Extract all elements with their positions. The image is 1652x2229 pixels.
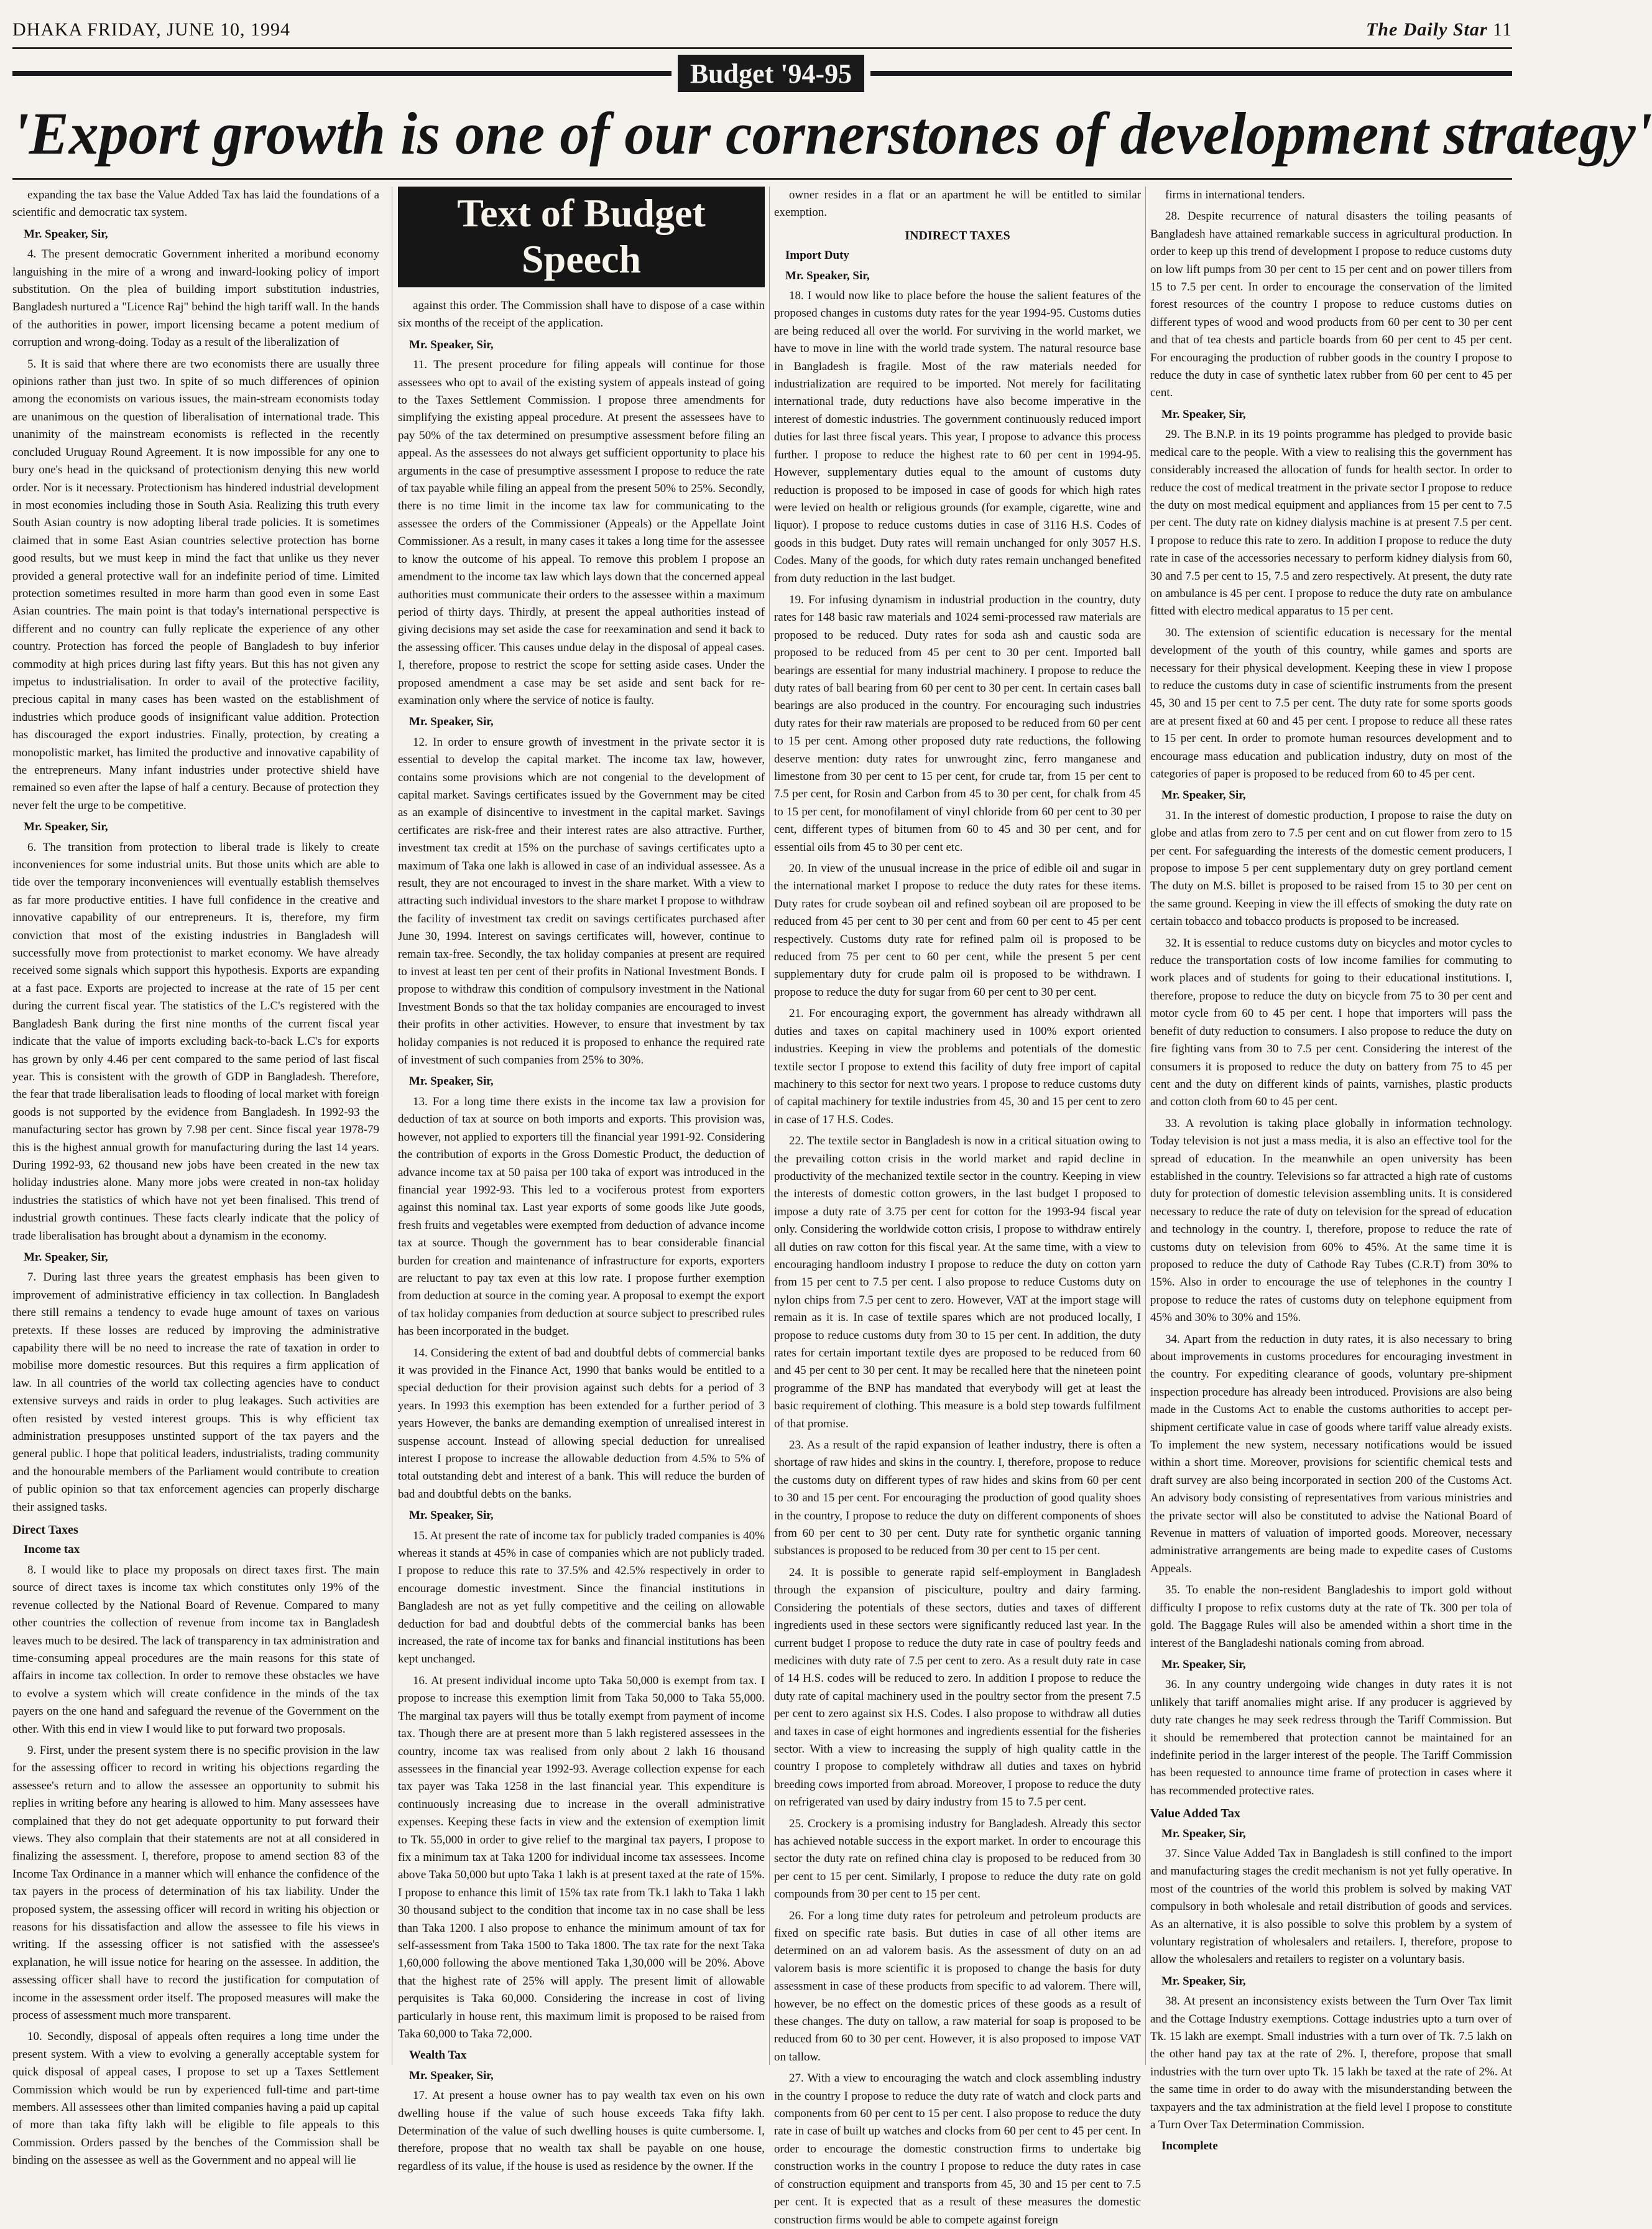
- body-paragraph: 23. As a result of the rapid expansion of leather industry, there is often a shortage of raw hides and skins in the country. I, therefore, propose to reduce the customs duty on different types of raw hides and skins from 60 per cent to 30 and 15 per cent. For encouraging the production of good quality shoes in the country, I propose to reduce the duty on different components of shoes from 60 per cent to 30 per cent. Duty rate for synthetic organic tanning substances is proposed to be reduced from 30 per cent to 15 per cent.: [774, 1439, 1141, 1558]
- body-paragraph: 9. First, under the present system there is no specific provision in the law for the assessing officer to record in writing his objections regarding the assessee's return and to allow the assessee an opportunity to submit his replies in writing before any hearing is allowed to him. Many assessees have complained that they do not get adequate opportunity to put forward their views. They also complain that their statements are not at all considered in finalizing the assessment. I, therefore, propose to amend section 83 of the Income Tax Ordinance in a manner which will enhance the confidence of the tax payers in the process of determination of his tax liability. Under the proposed system, the assessing officer will record in writing his objection or reasons for his dissatisfaction and allow the assessee to file his views in writing. If the assessing officer is not satisfied with the assessee's explanation, he will issue notice for hearing on the assessee. In addition, the assessing officer shall have to record the justification for computation of income in the assessment order itself. The proposed measures will make the process of assessment much more transparent.: [12, 1743, 379, 2023]
- body-paragraph: 14. Considering the extent of bad and doubtful debts of commercial banks it was provided in the Finance Act, 1990 that banks would be entitled to a special deduction for their provision against such debts for a period of 3 years. In 1993 this exemption has been extended for a further period of 3 years However, the banks are demanding exemption of unrealised interest in suspense account. Instead of allowing special deduction for unrealised interest I propose to increase the allowable deduction from 4.5% to 5% of total outstanding debt and interest of a bank. This will reduce the burden of bad and doubtful debts on the banks.: [398, 1346, 765, 1501]
- headline: 'Export growth is one of our cornerstones of development strategy': [12, 100, 1652, 167]
- dateline: DHAKA FRIDAY, JUNE 10, 1994: [12, 19, 291, 40]
- subhead: Mr. Speaker, Sir,: [1161, 789, 1246, 802]
- body-paragraph: 38. At present an inconsistency exists between the Turn Over Tax limit and the Cottage Industry exemptions. Cottage industries upto a turn over of Tk. 15 lakh are exempt. Small industries with a turn over of Tk. 7.5 lakh on the other hand pay tax at the rate of 2%. I, therefore, propose that small industries with the turn over upto Tk. 15 lakh be taxed at the rate of 2%. At the same time in order to do away with the misunderstanding between the taxpayers and the tax administration at the field level I propose to constitute a Turn Over Tax Determination Commission.: [1150, 1995, 1512, 2132]
- subhead: Mr. Speaker, Sir,: [409, 2069, 494, 2082]
- subhead: Mr. Speaker, Sir,: [1161, 1974, 1246, 1988]
- textbox-line-1: Text of Budget: [457, 191, 706, 235]
- body-paragraph: 20. In view of the unusual increase in the price of edible oil and sugar in the international market I propose to reduce the duty rates for these items. Duty rates for crude soybean oil and refined soybean oil are proposed to be reduced from 45 per cent to 30 per cent and from 60 per cent to 45 per cent respectively. Customs duty rate for refined palm oil is proposed to be reduced from 75 per cent to 60 per cent, while the present 5 per cent supplementary duty for crude palm oil is proposed to be withdrawn. I propose to reduce the duty for sugar from 60 per cent to 30 per cent.: [774, 862, 1141, 999]
- body-paragraph: 16. At present individual income upto Taka 50,000 is exempt from tax. I propose to increase this exemption limit from Taka 50,000 to Taka 55,000. The marginal tax payers will thus be totally exempt from payment of income tax. Though there are at present more than 5 lakh registered assessees in the country, income tax was realised from only about 2 lakh 16 thousand assessees in the financial year 1992-93. Average collection expense for each tax payer was Taka 1258 in the last financial year. This expenditure is continuously increasing due to increase in the overall administrative expenses. Keeping these facts in view and the extension of exemption limit to Tk. 55,000 in order to give relief to the marginal tax payers, I propose to fix a minimum tax at Taka 1200 for individual income tax assessees. Income above Taka 50,000 but upto Taka 1 lakh is at present taxed at the rate of 15%. I propose to enhance this limit of 15% tax rate from Tk.1 lakh to Taka 1 lakh 30 thousand subject to the condition that income tax in no case shall be less than Taka 1200. I also propose to enhance the minimum amount of tax for self-assessment from Taka 1500 to Taka 1800. The tax rate for the next Taka 1,60,000 following the above mentioned Taka 1,30,000 will be 20%. Above that the highest rate of 25% will apply. The present limit of allowable perquisites is Taka 60,000. Considering the increase in cost of living particularly in house rent, this maximum limit is proposed to be raised from Taka 60,000 to Taka 72,000.: [398, 1674, 765, 2041]
- body-paragraph: 34. Apart from the reduction in duty rates, it is also necessary to bring about improvements in customs procedures for encouraging investment in the country. For expediting clearance of goods, voluntary pre-shipment inspection procedure has already been introduced. Provisions are also being made in the Customs Act to enable the customs authorities to accept per-shipment certificate value in case of goods where tariff value already exists. To implement the new system, necessary notifications would be issued within a short time. Moreover, provisions for scientific chemical tests and draft survey are also being incorporated in section 200 of the Customs Act. An advisory body consisting of representatives from various ministries and the private sector will also be constituted to advise the National Board of Revenue in matters of valuation of imported goods. Moreover, necessary administrative arrangements are being made to expedite cases of Customs Appeals.: [1150, 1332, 1512, 1575]
- subhead: Mr. Speaker, Sir,: [24, 820, 108, 834]
- subhead: Value Added Tax: [1150, 1807, 1240, 1821]
- body-paragraph: 11. The present procedure for filing appeals will continue for those assessees who opt to avail of the existing system of appeals instead of going to the Taxes Settlement Commission. I propose three amendments for simplifying the existing appeal procedure. At present the assessees have to pay 50% of the tax determined on presumptive assessment before filing an appeal. As the assessees do not always get sufficient opportunity to place his arguments in the case of presumptive assessment I propose to reduce the rate of tax payable while filing an appeal from the present 50% to 25%. Secondly, there is no time limit in the income tax law for communicating to the assessee the orders of the Commissioner (Appeals) or the Appellate Joint Commissioner. As a result, in many cases it takes a long time for the assessee to know the outcome of his appeal. To remove this problem I propose an amendment to the income tax law which lays down that the concerned appeal authorities must communicate their orders to the assessee within a maximum period of thirty days. Thirdly, at present the appeal authorities instead of giving decisions may set aside the case for reexamination and send it back to the assessing officer. This causes undue delay in the disposal of appeal cases. I, therefore, propose to restrict the scope for setting aside cases. Under the proposed amendment a case may be set aside and sent back for re-examination only where the service of notice is faulty.: [398, 358, 765, 707]
- body-paragraph: owner resides in a flat or an apartment he will be entitled to similar exemption.: [774, 188, 1141, 220]
- body-paragraph: 7. During last three years the greatest emphasis has been given to improvement of administrative efficiency in tax collection. In Bangladesh there still remains a tendency to evade huge amount of taxes on various pretexts. If these losses are reduced by improving the administrative capability there will be no need to increase the rate of taxation in order to mobilise more domestic resources. But this requires a firm application of law. In all countries of the world tax collecting agencies have to conduct extensive surveys and raids in order to plug leakages. Such activities are often resisted by vested interest groups. This is why efficient tax administration presupposes unstinted support of the tax payers and the general public. I hope that political leaders, industrialists, trading community and the honourable members of the Parliament would contribute to creation of public opinion so that tax enforcement agencies can properly discharge their assigned tasks.: [12, 1271, 379, 1514]
- subhead: Mr. Speaker, Sir,: [409, 1075, 494, 1088]
- body-paragraph: against this order. The Commission shall have to dispose of a case within six months of the receipt of the application.: [398, 299, 765, 330]
- section-banner: Budget '94-95: [678, 55, 864, 92]
- column-divider: [1145, 187, 1146, 2065]
- body-paragraph: 36. In any country undergoing wide changes in duty rates it is not unlikely that tariff anomalies might arise. If any producer is aggrieved by duty rate changes he may seek redress through the Tariff Commission. But it should be remembered that protection cannot be maintained for an indefinite period in the larger interest of the people. The Tariff Commission has been requested to announce time frame of protection in cases where it has recommended protective rates.: [1150, 1678, 1512, 1797]
- body-paragraph: 10. Secondly, disposal of appeals often requires a long time under the present system. With a view to evolving a generally acceptable system for quick disposal of appeal cases, I propose to set up a Taxes Settlement Commission which would be run by experienced full-time and part-time members. All assessees other than limited companies having a paid up capital of more than taka fifty lakh will be eligible to file appeals to this Commission. Orders passed by the benches of the Commission shall be binding on the assessee as well as the Government and no appeal will lie: [12, 2030, 379, 2167]
- banner-rule-right: [870, 71, 1512, 76]
- subhead: Mr. Speaker, Sir,: [24, 227, 108, 241]
- body-paragraph: 19. For infusing dynamism in industrial production in the country, duty rates for 148 basic raw materials and 1024 semi-processed raw materials are proposed to be reduced. Duty rates for soda ash and caustic soda are proposed to be reduced from 45 per cent to 30 per cent. Imported ball bearings are essential for many industrial machinery. I propose to reduce the duty rates of ball bearing from 60 per cent to 30 per cent. In certain cases ball bearings are also produced in the country. For encouraging such industries duty rates for their raw materials are proposed to be reduced from 60 per cent to 15 per cent. Among other proposed duty rate reductions, the following deserve mention: duty rates for unwrought zinc, ferro manganese and limestone from 30 per cent to 15 per cent, for crude tar, from 15 per cent to 7.5 per cent, for Rosin and Carbon from 45 to 30 per cent, for chalk from 45 to 15 per cent, for monofilament of vinyl chloride from 60 per cent to 30 per cent, different types of bitumen from 60 to 45 and 30 per cent, and for essential oils from 45 to 30 per cent etc.: [774, 593, 1141, 854]
- body-paragraph: 5. It is said that where there are two economists there are usually three opinions rather than just two. In spite of so much differences of opinion among the economists on various issues, the main-stream economists today are unanimous on the question of liberalisation of international trade. This unanimity of the mainstream economists is reflected in the recently concluded Uruguay Round Agreement. It is now impossible for any one to bury one's head in the quicksand of protectionism denying this new world order. Nor is it necessary. Protectionism has hindered industrial development in most economies including those in South Asia. Realizing this truth every South Asian country is now adopting liberal trade policies. It is sometimes claimed that in some East Asian countries selective protection has borne good results, but we must keep in mind the fact that unlike us they never provided a general protective wall for an indefinite period of time. Limited protection sometimes resulted in more harm than good even in some East Asian countries. The main point is that today's international perspective is different and no country can fully replicate the experience of any other country. Protection has forced the people of Bangladesh to buy inferior commodity at high prices during last fifty years. But this has not given any impetus to industrialisation. In order to avail of the protective facility, precious capital in many cases has been wasted on the establishment of industries which produce goods of insignificant value addition. Protection has discouraged the export industries. Finally, protection, by creating a monopolistic market, has limited the productive and innovative capability of the entrepreneurs. Many infant industries under protective shield have remained so even after the lapse of half a century. Because of protection they never felt the urge to be competitive.: [12, 357, 379, 812]
- body-paragraph: 32. It is essential to reduce customs duty on bicycles and motor cycles to reduce the transportation costs of low income families for commuting to work places and of students for going to their educational institutions. I, therefore, propose to reduce the duty on bicycle from 75 to 30 per cent and motor cycle from 60 to 45 per cent. I hope that importers will pass the benefit of duty reduction to consumers. I also propose to reduce the duty on fire fighting vans from 30 to 7.5 per cent. Considering the interest of the consumers it is proposed to reduce the duty on battery from 75 to 45 per cent and the duty on different kinds of paints, varnishes, plastic products and cotton cloth from 60 to 45 per cent.: [1150, 936, 1512, 1109]
- subhead: Mr. Speaker, Sir,: [1161, 407, 1246, 421]
- subhead: Mr. Speaker, Sir,: [1161, 1657, 1246, 1671]
- subhead: Mr. Speaker, Sir,: [785, 269, 870, 282]
- subhead: Mr. Speaker, Sir,: [1161, 1827, 1246, 1840]
- body-paragraph: 4. The present democratic Government inherited a moribund economy languishing in the mire of a wrong and inward-looking policy of import substitution. On the plea of building import substitution industries, Bangladesh nurtured a "Licence Raj" behind the high tariff wall. In the hands of the authorities in power, import licensing became a potent medium of corruption and wrong-doing. Today as a result of the liberalization of: [12, 248, 379, 350]
- body-paragraph: 28. Despite recurrence of natural disasters the toiling peasants of Bangladesh have attained remarkable success in agricultural production. In order to keep up this trend of development I propose to reduce customs duty on low lift pumps from 30 per cent to 15 per cent and on power tillers from 15 to 7.5 per cent. In order to encourage the conservation of the limited forest resources of the country I propose to reduce customs duties on different types of wood and wood products from 60 per cent to 30 per cent and that of tea chests and particle boards from 60 per cent to 45 per cent. For encouraging the production of rubber goods in the country I propose to reduce the duty in case of synthetic latex rubber from 60 per cent to 45 per cent.: [1150, 210, 1512, 400]
- body-paragraph: 6. The transition from protection to liberal trade is likely to create inconveniences for some industrial units. But those units which are able to tide over the temporary inconveniences will eventually establish themselves as far more productive entities. I have full confidence in the creative and innovative capability of our entrepreneurs. It is, therefore, my firm conviction that most of the existing industries in Bangladesh will successfully move from protectionist to market economy. We have already received some signals which support this hypothesis. Exports are expanding at a fast pace. Exports are projected to increase at the rate of 15 per cent during the current fiscal year. The statistics of the L.C's registered with the Bangladesh Bank during the first nine months of the current fiscal year indicate that the value of imports excluding back-to-back L.C's for exports has grown by only 4.46 per cent compared to the same period of last fiscal year. This is consistent with the growth of GDP in Bangladesh. Therefore, the fear that trade liberalisation leads to flooding of local market with foreign goods is not supported by the evidence from Bangladesh. In 1992-93 the manufacturing sector has grown by 7.98 per cent. Since fiscal year 1978-79 this is the highest annual growth for manufacturing during the last 14 years. During 1992-93, 62 thousand new jobs have been created in the new tax holiday industries alone. Many more jobs were created in non-tax holiday industries the statistics of which have not yet been finalised. This trend of industrial growth continues. These facts clearly indicate that the policy of trade liberalisation has brought about a dynamism in the economy.: [12, 840, 379, 1243]
- body-paragraph: 13. For a long time there exists in the income tax law a provision for deduction of tax at source on both imports and exports. This provision was, however, not applied to exporters till the financial year 1991-92. Considering the contribution of exports in the Gross Domestic Product, the deduction of advance income tax at 50 paisa per 100 taka of export was introduced in the financial year 1992-93. This led to a vociferous protest from exporters against this nominal tax. Last year exports of some goods like Jute goods, fresh fruits and vegetables were exempted from deduction of advance income tax at source. Though the government has to bear considerable financial burden for creation and maintenance of infrastructure for exports, exporters are reluctant to pay tax even at this low rate. I propose further exemption from deduction at source in the coming year. A proposal to exempt the export of tax holiday companies from deduction at source subject to prescribed rules has been incorporated in the budget.: [398, 1095, 765, 1338]
- body-paragraph: 24. It is possible to generate rapid self-employment in Bangladesh through the expansion of pisciculture, poultry and dairy farming. Considering the potentials of these sectors, duties and taxes of different ingredients used in these sectors were significantly reduced last year. In the current budget I propose to reduce the duty rate in case of poultry feeds and medicines with duty rate of 7.5 per cent to zero. As a result duty rate in case of 14 H.S. codes will be reduced to zero. In addition I propose to reduce the duty rate of capital machinery used in the poultry sector from the present 7.5 per cent to zero against six H.S. Codes. I also propose to withdraw all duties and taxes in case of eight hormones and ingredients essential for the fisheries sector. With a view to increasing the supply of high quality cattle in the country I propose to completely withdraw all duties and taxes on hybrid breeding cows imported from abroad. Moreover, I propose to reduce the duty on refrigerated van used by dairy industry from 15 to 7.5 per cent.: [774, 1565, 1141, 1809]
- banner-rule-left: [12, 71, 671, 76]
- body-paragraph: 17. At present a house owner has to pay wealth tax even on his own dwelling house if the value of such house exceeds Taka fifty lakh. Determination of the value of such dwelling houses is quite cumbersome. I, therefore, propose that no wealth tax shall be payable on one house, regardless of its value, if the house is used as residence by the owner. If the: [398, 2089, 765, 2173]
- column-3: [774, 187, 1141, 2227]
- subhead: INDIRECT TAXES: [905, 228, 1010, 243]
- body-paragraph: 21. For encouraging export, the government has already withdrawn all duties and taxes on capital machinery used in 100% export oriented industries. Keeping in view the problems and potentials of the domestic textile sector I propose to extend this facility of duty free import of capital machinery to this sector for next two years. I propose to reduce customs duty of capital machinery for textile industries from 45, 30 and 15 per cent to zero in case of 17 H.S. Codes.: [774, 1007, 1141, 1126]
- body-paragraph: 27. With a view to encouraging the watch and clock assembling industry in the country I propose to reduce the duty rate of watch and clock parts and components from 60 per cent to 15 per cent. I also propose to reduce the duty rate in case of built up watches and clocks from 60 per cent to 45 per cent. In order to encourage the domestic construction firms to undertake big construction works in the country I propose to reduce the duty rates in case of construction equipment and transports from 45, 30 and 15 per cent to 7.5 per cent. It is expected that as a result of these measures the domestic construction firms would be able to compete against foreign: [774, 2072, 1141, 2227]
- body-paragraph: 22. The textile sector in Bangladesh is now in a critical situation owing to the prevailing cotton crisis in the world market and rapid decline in productivity of the mechanized textile sector in the country. Keeping in view the interests of domestic cotton growers, in the last budget I proposed to impose a duty rate of 3.75 per cent for cotton for the 1993-94 fiscal year only. Considering the worldwide cotton crisis, I propose to withdraw entirely all duties on raw cotton for this fiscal year. At the same time, with a view to encouraging handloom industry I propose to reduce the duty on cotton yarn from 15 per cent to 7.5 per cent. I also propose to reduce Customs duty on nylon chips from 7.5 per cent to zero. However, VAT at the import stage will remain as it is. In case of textile spares which are not produced locally, I propose to reduce customs duty from 30 to 15 per cent. In addition, the duty rates for certain important textile dyes are proposed to be reduced from 60 and 45 per cent to 30 per cent. It may be recalled here that the nineteen point programme of the BNP has mandated that everybody will get at least the basic requirement of clothing. This measure is a bold step towards fulfilment of that promise.: [774, 1134, 1141, 1430]
- subhead: Direct Taxes: [12, 1523, 78, 1537]
- body-paragraph: 33. A revolution is taking place globally in information technology. Today television is not just a mass media, it is also an effective tool for the spread of education. In the meanwhile an open university has been established in the country. Televisions so far attracted a high rate of customs duty for protection of domestic television assembling units. It is considered necessary to reduce the rate of duty on television for the spread of education and technology in the country. I, therefore, propose to reduce the rate of customs duty on television from 60% to 45%. At the same time it is proposed to reduce the duty of Cathode Ray Tubes (C.R.T) from 30% to 15%. Also in order to encourage the use of telephones in the country I propose to reduce the rates of customs duty on telephone equipment from 45% and 30% to 30% and 15%.: [1150, 1116, 1512, 1325]
- subhead: Mr. Speaker, Sir,: [24, 1250, 108, 1264]
- textbox-line-2: Speech: [522, 237, 641, 281]
- subhead: Mr. Speaker, Sir,: [409, 338, 494, 351]
- body-paragraph: 8. I would like to place my proposals on direct taxes first. The main source of direct taxes is income tax which constitutes only 19% of the revenue collected by the National Board of Revenue. Compared to many other countries the collection of revenue from income tax in Bangladesh leaves much to be desired. The lack of transparency in tax administration and time-consuming appeal procedures are the main reasons for this state of affairs in income tax collection. In order to remove these obstacles we have to evolve a system which will create confidence in the minds of the tax payers on the one hand and safeguard the revenue of the Government on the other. With this end in view I would like to put forward two proposals.: [12, 1563, 379, 1736]
- body-paragraph: 31. In the interest of domestic production, I propose to raise the duty on globe and atlas from zero to 7.5 per cent and on cut flower from zero to 15 per cent. For safeguarding the interests of the domestic cement producers, I propose to impose 5 per cent supplementary duty on grey portland cement The duty on M.S. billet is proposed to be raised from 15 to 30 per cent on the same ground. Keeping in view the ill effects of smoking the duty rate on certain tobacco and tobacco products is proposed to be increased.: [1150, 809, 1512, 929]
- page-header: [12, 12, 1512, 49]
- page-number: 11: [1493, 19, 1512, 40]
- body-paragraph: 25. Crockery is a promising industry for Bangladesh. Already this sector has achieved notable success in the export market. In order to encourage this sector the duty rate on refined china clay is proposed to be reduced from 30 per cent to 15 per cent. Similarly, I propose to reduce the duty rate on gold compounds from 30 per cent to 15 per cent.: [774, 1817, 1141, 1901]
- body-paragraph: 15. At present the rate of income tax for publicly traded companies is 40% whereas it stands at 45% in case of companies which are not publicly traded. I propose to reduce this rate to 37.5% and 42.5% respectively in order to encourage domestic investment. Since the financial institutions in Bangladesh are not as yet fully competitive and the ceiling on allowable deduction for bad and doubtful debts of the commercial banks has been increased, the rate of income tax for banks and financial institutions has been kept unchanged.: [398, 1529, 765, 1666]
- subhead: Import Duty: [785, 249, 849, 262]
- body-paragraph: 29. The B.N.P. in its 19 points programme has pledged to provide basic medical care to the people. With a view to realising this the government has considerably increased the allocation of funds for health sector. In order to reduce the cost of medical treatment in the private sector I propose to reduce the duty on most medical equipment and appliances from 15 per cent to 7.5 per cent. The duty rate on kidney dialysis machine is at present 7.5 per cent. I propose to reduce this rate to zero. In addition I propose to reduce the duty rate in case of the accessories necessary to perform kidney dialysis from 60, 30 and 7.5 per cent to 15, 7.5 and zero respectively. At present, the duty rate on ambulance is 45 per cent. I propose to reduce the duty rate on ambulance fitted with electro medical apparatus to 15 per cent.: [1150, 428, 1512, 618]
- body-paragraph: 12. In order to ensure growth of investment in the private sector it is essential to develop the capital market. The income tax law, however, contains some provisions which are not congenial to the development of capital market. Savings certificates issued by the Government may be cited as an example of disincentive to investment in the capital market. Savings certificates are risk-free and their interest rates are also attractive. Further, investment tax credit at 15% on the purchase of savings certificates upto a maximum of Taka one lakh is allowed in case of an individual assessee. As a result, they are not encouraged to invest in the share market. With a view to attracting such individual investors to the share market I propose to withdraw the facility of investment tax credit on savings certificates purchased after June 30, 1994. Interest on savings certificates will, however, continue to remain tax-free. Secondly, the tax holiday companies at present are required to invest at least ten per cent of their profits in National Investment Bonds. I propose to withdraw this condition of compulsory investment in the National Investment Bonds so that the tax holiday companies are encouraged to invest their profits in other activities. However, to ensure that investment by tax holiday companies is not reduced it is proposed to enhance the required rate of investment of such companies from 25% to 30%.: [398, 735, 765, 1067]
- body-paragraph: 37. Since Value Added Tax in Bangladesh is still confined to the import and manufacturing stages the credit mechanism is not yet fully operative. In most of the countries of the world this problem is solved by making VAT compulsory in both wholesale and retail distribution of goods and services. As an alternative, it is also possible to solve this problem by a system of voluntary registration of wholesalers and retailers. I, therefore, propose to allow the wholesalers and retailers to register on a voluntary basis.: [1150, 1847, 1512, 1967]
- text-of-budget-speech-box: [398, 187, 765, 287]
- column-divider: [769, 187, 770, 2065]
- column-4: [1150, 187, 1512, 2153]
- column-2: [398, 187, 765, 2173]
- subhead: Income tax: [24, 1543, 80, 1557]
- body-paragraph: firms in international tenders.: [1165, 188, 1305, 202]
- body-paragraph: 26. For a long time duty rates for petroleum and petroleum products are fixed on specific rate basis. But duties in case of all other items are determined on an ad valorem basis. As the assessment of duty on an ad valorem basis is more scientific it is proposed to change the basis for duty assessment in case of these products from specific to ad valorem. There will, however, be no effect on the domestic prices of these goods as a result of these changes. The duty on tallow, a raw material for soap is proposed to be reduced from 60 to 30 per cent. However, it is also proposed to impose VAT on tallow.: [774, 1909, 1141, 2064]
- headline-rule: [12, 178, 1512, 180]
- body-paragraph: expanding the tax base the Value Added Tax has laid the foundations of a scientific and democratic tax system.: [12, 188, 379, 220]
- paper-name: The Daily Star: [1365, 19, 1488, 40]
- masthead: [1366, 19, 1512, 40]
- column-1: [12, 187, 379, 2167]
- body-paragraph: 18. I would now like to place before the house the salient features of the proposed changes in customs duty rates for the year 1994-95. Customs duties are being reduced all over the world. For surviving in the world market, we have to move in line with the world trade system. The natural resource base in Bangladesh is fragile. Most of the raw materials needed for industrialization are required to be imported. Not merely for facilitating international trade, duty reductions have also become imperative in the interest of domestic industries. The government continuously reduced import duties for last three fiscal years. This year, I propose to advance this process further. I propose to reduce the highest rate to 60 per cent in 1994-95. However, supplementary duties equal to the amount of customs duty reduction is proposed to be imposed in case of goods for which high rates were levied on health or religious grounds (for example, cigarette, wine and liquor). I propose to reduce customs duties in case of 3116 H.S. Codes of goods in this budget. Duty rates will remain unchanged for only 3057 H.S. Codes. Many of the goods, for which duty rates remain unchanged benefited from duty reduction in the last budget.: [774, 289, 1141, 585]
- subhead: Mr. Speaker, Sir,: [409, 715, 494, 729]
- body-paragraph: 30. The extension of scientific education is necessary for the mental development of the youth of this country, while games and sports are necessary for their physical development. Keeping these in view I propose to reduce the customs duty in case of scientific instruments from the present 45, 30 and 15 per cent to 7.5 per cent. The duty rate for some sports goods are at present fixed at 60 and 45 per cent. I propose to reduce all these rates to 15 per cent. In order to promote human resources development and to encourage mass education and publication industry, duty on most of the categories of paper is proposed to be reduced from 60 to 45 per cent.: [1150, 626, 1512, 781]
- subhead: Wealth Tax: [409, 2049, 467, 2062]
- subhead: Incomplete: [1161, 2139, 1218, 2153]
- body-paragraph: 35. To enable the non-resident Bangladeshis to import gold without difficulty I propose to refix customs duty at the rate of Tk. 300 per tola of gold. The Baggage Rules will also be amended within a short time in the interest of the Bangladeshi nationals coming from abroad.: [1150, 1583, 1512, 1650]
- subhead: Mr. Speaker, Sir,: [409, 1509, 494, 1522]
